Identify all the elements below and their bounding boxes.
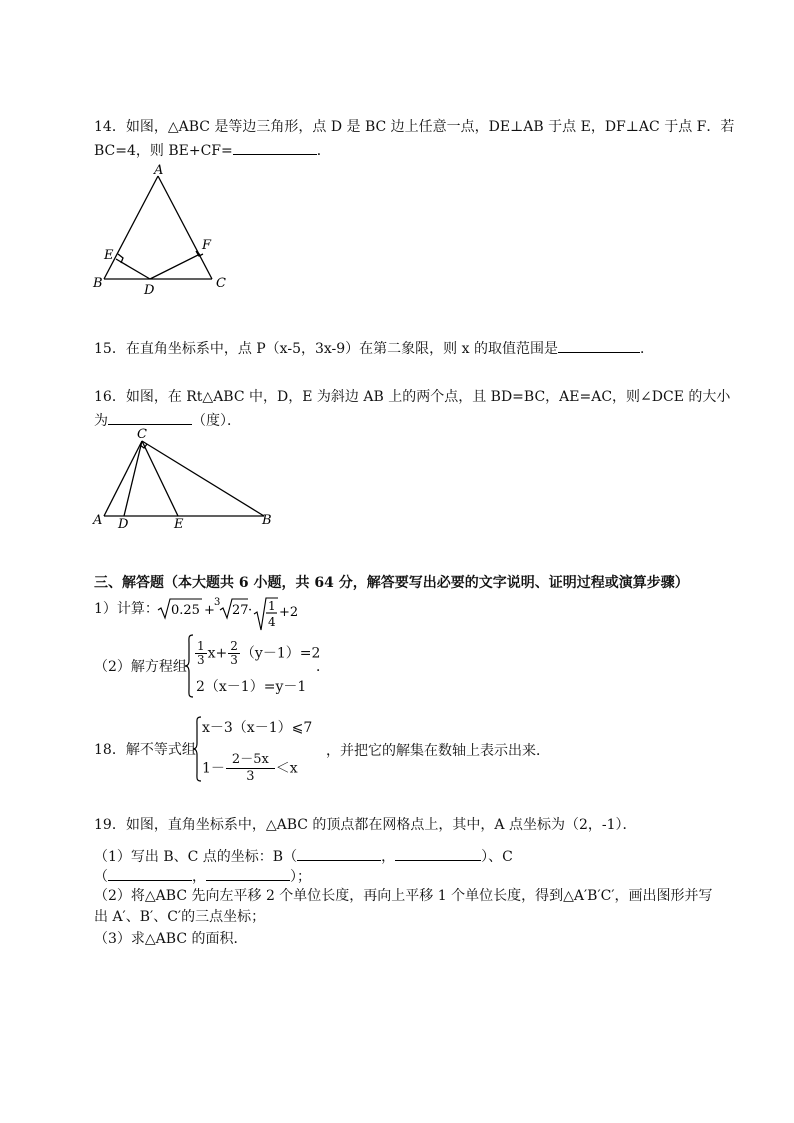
q19-cx-blank[interactable] xyxy=(108,866,192,881)
q19-by-blank[interactable] xyxy=(395,846,481,861)
segment-df xyxy=(150,254,200,279)
q17-eq1 xyxy=(194,640,320,667)
q17-end: ． xyxy=(316,659,330,675)
q17-part1-label: 1）计算： xyxy=(94,601,159,617)
q19-part3: （3）求△ABC 的面积． xyxy=(94,931,248,947)
q17-eq2: 2（x－1）=y－1 xyxy=(196,679,307,695)
q15-text: 15．在直角坐标系中，点 P（x-5，3x-9）在第二象限，则 x 的取值范围是 xyxy=(94,341,558,357)
label-c: C xyxy=(216,276,226,291)
side-ac xyxy=(104,441,142,516)
label-b: B xyxy=(93,276,103,291)
q17-system-brace xyxy=(184,634,194,698)
label-a: A xyxy=(154,163,164,178)
ineq2-post: ＜x xyxy=(275,760,298,777)
q19-p1-pre: （1）写出 B、C 点的坐标：B（ xyxy=(94,849,298,865)
q17-part2-label: （2）解方程组 xyxy=(94,659,187,675)
q19-p1-open: （ xyxy=(94,869,108,885)
ineq2-pre: 1－ xyxy=(202,760,225,777)
side-ac xyxy=(158,176,212,279)
q14-line2 xyxy=(94,140,331,160)
q14-line2-end: ． xyxy=(316,143,331,159)
cube-index: 3 xyxy=(214,597,221,608)
plus-sign: + xyxy=(204,603,215,618)
label-e: E xyxy=(104,248,114,263)
frac-num: 1 xyxy=(268,599,276,613)
q19-bx-blank[interactable] xyxy=(297,846,381,861)
eq1-rest: （y－1）=2 xyxy=(240,645,321,662)
eq1-frac1: $\frac{1}{3}$ xyxy=(197,639,205,667)
q14-triangle-figure xyxy=(90,162,240,300)
q16-answer-blank[interactable] xyxy=(108,410,192,425)
section3-heading: 三、解答题（本大题共 6 小题，共 64 分，解答要写出必要的文字说明、证明过程或演算步骤） xyxy=(94,575,689,591)
q19-cy-blank[interactable] xyxy=(206,866,290,881)
tail-term: +2 xyxy=(279,605,299,620)
q19-p1-mid: ）、C xyxy=(481,849,513,865)
q18-ineq1: x－3（x－1）⩽7 xyxy=(202,720,313,736)
q18-tail: ，并把它的解集在数轴上表示出来． xyxy=(326,743,550,759)
q18-system-brace xyxy=(192,716,202,782)
q18-label: 18．解不等式组 xyxy=(94,742,196,758)
q17-expression xyxy=(156,596,299,632)
label-f: F xyxy=(202,238,212,253)
q15-answer-blank[interactable] xyxy=(558,338,640,353)
label-a: A xyxy=(93,513,103,528)
q19-part1-line2 xyxy=(94,866,311,886)
q19-part2-line2: 出 A′、B′、C′的三点坐标； xyxy=(94,909,266,925)
cube-radicand: 27 xyxy=(232,603,249,618)
q15-line xyxy=(94,338,654,358)
q14-answer-blank[interactable] xyxy=(233,140,317,155)
q19-line1: 19．如图，直角坐标系中，△ABC 的顶点都在网格点上，其中，A 点坐标为（2，-1）． xyxy=(94,817,637,833)
label-c: C xyxy=(137,427,147,442)
eq1-frac2: $\frac{2}{3}$ xyxy=(230,639,238,667)
q15-end: ． xyxy=(639,341,654,357)
q16-line2-end: （度）． xyxy=(192,413,241,429)
label-e: E xyxy=(174,517,184,532)
q17-part1 xyxy=(94,600,159,634)
q19-p1-close: ）； xyxy=(290,869,311,885)
q19-p1-comma2: ， xyxy=(192,869,206,885)
label-d: D xyxy=(118,517,129,532)
q19-p1-comma: ， xyxy=(381,849,396,865)
sqrt-radicand: 0.25 xyxy=(171,603,200,618)
dot-sign: · xyxy=(248,603,253,618)
eq1-mid: x+ xyxy=(207,645,228,662)
q16-line1: 16．如图，在 Rt△ABC 中，D，E 为斜边 AB 上的两个点，且 BD=BC，AE=AC，则∠DCE 的大小 xyxy=(94,389,731,405)
q16-line2-text: 为 xyxy=(94,413,108,429)
q14-line2-text: BC=4，则 BE+CF= xyxy=(94,143,233,159)
frac-den: 4 xyxy=(268,615,276,629)
q19-part1-line1 xyxy=(94,846,513,866)
label-b: B xyxy=(262,513,272,528)
label-d: D xyxy=(144,283,155,298)
q18-ineq2 xyxy=(202,752,298,785)
q19-part2-line1: （2）将△ABC 先向左平移 2 个单位长度，再向上平移 1 个单位长度，得到△A′B′C′，画出图形并写 xyxy=(94,888,713,904)
segment-cd xyxy=(124,441,142,516)
q16-right-triangle-figure xyxy=(90,424,280,534)
q14-line1: 14．如图，△ABC 是等边三角形，点 D 是 BC 边上任意一点，DE⊥AB 于点 E，DF⊥AC 于点 F．若 xyxy=(94,119,735,135)
side-ab xyxy=(104,176,158,279)
ineq2-frac: $\frac{2-5x}{3}$ xyxy=(226,752,275,785)
